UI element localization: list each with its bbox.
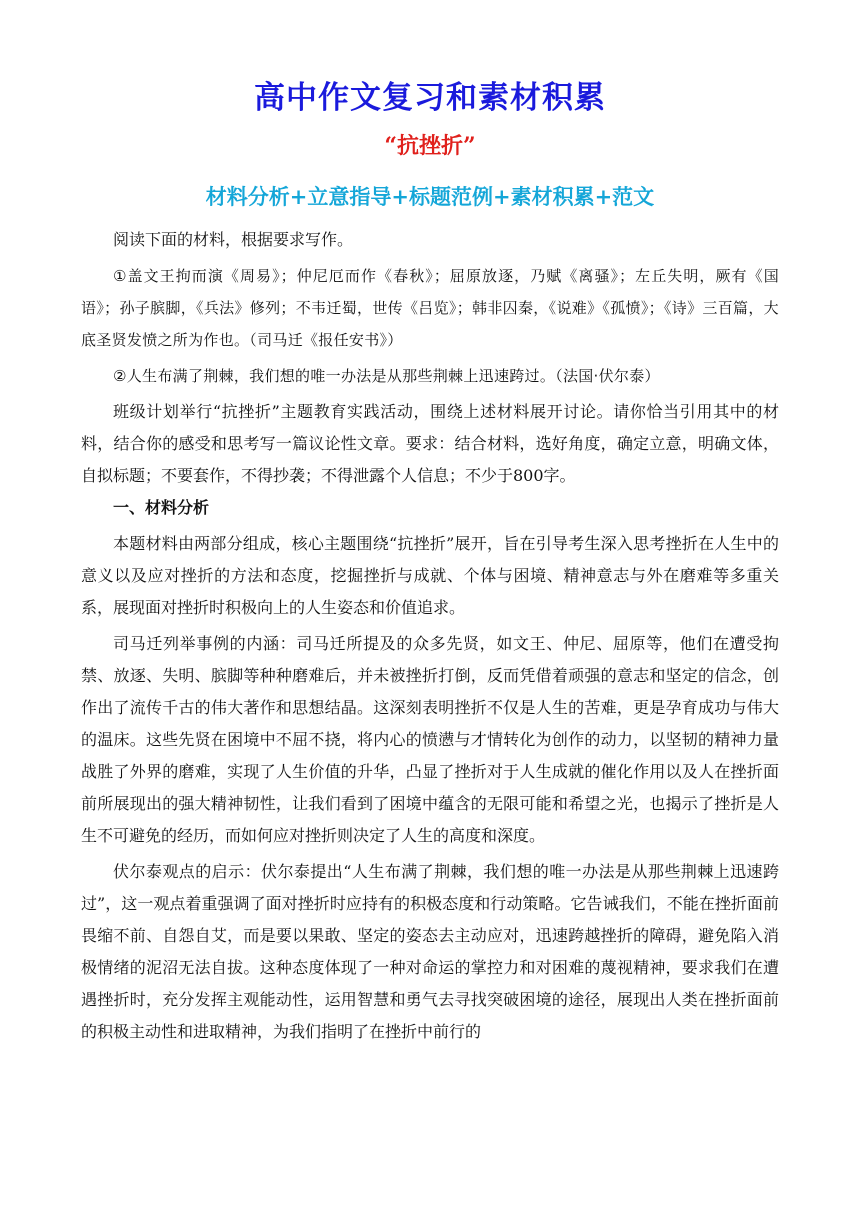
analysis-paragraph-2: 司马迁列举事例的内涵：司马迁所提及的众多先贤，如文王、仲尼、屈原等，他们在遭受拘禁、放逐、失明、膑脚等种种磨难后，并未被挫折打倒，反而凭借着顽强的意志和坚定的信念，创作出了流传千古的伟大著作和思想结晶。这深刻表明挫折不仅是人生的苦难，更是孕育成功与伟大的温床。这些先贤在困境中不屈不挠，将内心的愤懑与才情转化为创作的动力，以坚韧的精神力量战胜了外界的磨难，实现了人生价值的升华，凸显了挫折对于人生成就的催化作用以及人在挫折面前所展现出的强大精神韧性，让我们看到了困境中蕴含的无限可能和希望之光，也揭示了挫折是人生不可避免的经历，而如何应对挫折则决定了人生的高度和深度。 bbox=[81, 634, 779, 845]
document-subtitle: “抗挫折” bbox=[384, 133, 476, 159]
document-body bbox=[81, 224, 779, 1048]
material-2-paragraph: ②人生布满了荆棘，我们想的唯一办法是从那些荆棘上迅速跨过。（法国·伏尔泰） bbox=[113, 367, 660, 385]
intro-paragraph: 阅读下面的材料，根据要求写作。 bbox=[113, 230, 354, 249]
analysis-paragraph-3: 伏尔泰观点的启示：伏尔泰提出“人生布满了荆棘，我们想的唯一办法是从那些荆棘上迅速跨过”，这一观点着重强调了面对挫折时应持有的积极态度和行动策略。它告诫我们，不能在挫折面前畏缩不前、自怨自艾，而是要以果敢、坚定的姿态去主动应对，迅速跨越挫折的障碍，避免陷入消极情绪的泥沼无法自拔。这种态度体现了一种对命运的掌控力和对困难的蔑视精神，要求我们在遭遇挫折时，充分发挥主观能动性，运用智慧和勇气去寻找突破困境的途径，展现出人类在挫折面前的积极主动性和进取精神，为我们指明了在挫折中前行的 bbox=[81, 862, 779, 1041]
document-title: 高中作文复习和素材积累 bbox=[254, 80, 606, 116]
analysis-paragraph-1: 本题材料由两部分组成，核心主题围绕“抗挫折”展开，旨在引导考生深入思考挫折在人生中的意义以及应对挫折的方法和态度，挖掘挫折与成就、个体与困境、精神意志与外在磨难等多重关系，展现面对挫折时积极向上的人生姿态和价值追求。 bbox=[81, 534, 779, 617]
section-1-heading: 一、材料分析 bbox=[113, 498, 210, 517]
task-paragraph: 班级计划举行“抗挫折”主题教育实践活动，围绕上述材料展开讨论。请你恰当引用其中的材料，结合你的感受和思考写一篇议论性文章。要求：结合材料，选好角度，确定立意，明确文体，自拟标题；不要套作，不得抄袭；不得泄露个人信息；不少于800字。 bbox=[81, 402, 779, 485]
material-1-paragraph: ①盖文王拘而演《周易》；仲尼厄而作《春秋》；屈原放逐，乃赋《离骚》；左丘失明，厥有《国语》；孙子膑脚，《兵法》修列；不韦迁蜀，世传《吕览》；韩非囚秦，《说难》《孤愤》；《诗》三百篇，大底圣贤发愤之所为作也。（司马迁《报任安书》） bbox=[81, 267, 779, 349]
document-heading: 材料分析+立意指导+标题范例+素材积累+范文 bbox=[205, 184, 655, 209]
